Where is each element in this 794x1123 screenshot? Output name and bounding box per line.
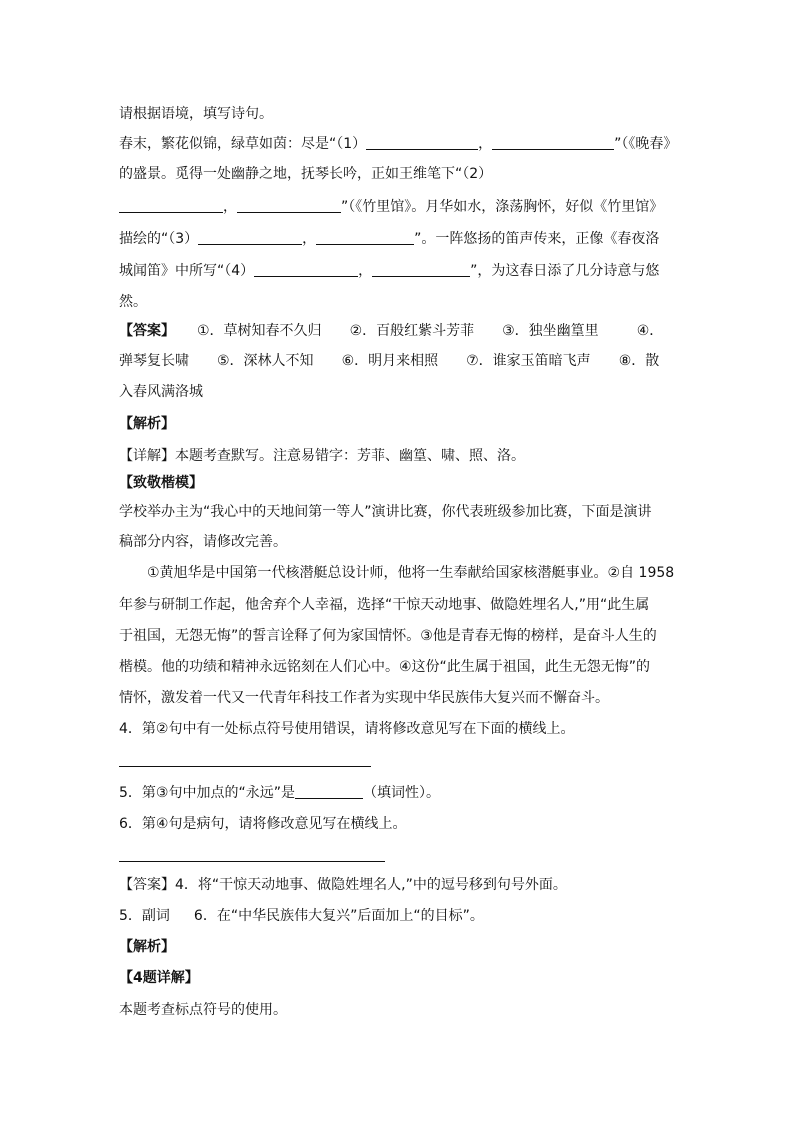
blank-1a[interactable]: [366, 135, 478, 150]
blank-2a[interactable]: [119, 198, 223, 213]
answer-4-num: ④．: [636, 323, 664, 339]
answer-rule-6[interactable]: [119, 861, 385, 862]
blank-3a[interactable]: [198, 230, 302, 245]
comma: ，: [302, 231, 317, 247]
answer-5: ⑤．深林人不知: [217, 353, 314, 369]
answer-4: 弹琴复长啸: [119, 353, 189, 369]
poem-line-4: [119, 229, 679, 249]
question-5-suffix: （填词性）。: [362, 785, 440, 801]
answer-6-text: 6．在“中华民族伟大复兴”后面加上“的目标”。: [193, 908, 484, 924]
text: ”（《竹里馆》。月华如水，涤荡胸怀，好似《竹里馆》: [341, 199, 664, 215]
text: ”（《晚春》: [614, 136, 678, 152]
analysis-label-2: 【解析】: [119, 939, 175, 955]
text: 描绘的“（3）: [119, 231, 199, 247]
poem-line-5: [119, 261, 679, 281]
answer-rule-4[interactable]: [119, 766, 371, 767]
answer-2: ②．百般红紫斗芳菲: [349, 323, 475, 339]
text: 城闻笛》中所写“（4）: [119, 263, 255, 279]
text: ”。一阵悠扬的笛声传来，正像《春夜洛: [414, 231, 660, 247]
analysis-label: 【解析】: [119, 416, 175, 432]
answer-line-3: 入春风满洛城: [119, 384, 203, 400]
answer-6: ⑥．明月来相照: [341, 353, 439, 369]
answer-label: 【答案】: [119, 323, 175, 339]
answer-5-text: 5．副词: [119, 908, 170, 924]
answer-8-num: ⑧．散: [618, 353, 660, 369]
blank-q5[interactable]: [295, 784, 363, 799]
question-5-text: 5．第③句中加点的“永远”是: [119, 785, 295, 801]
text: ”，为这春日添了几分诗意与悠: [470, 263, 660, 279]
passage-line-2: 年参与研制工作起，他舍弃个人幸福，选择“干惊天动地事、做隐姓埋名人,”用“此生属: [119, 597, 650, 613]
blank-4a[interactable]: [254, 262, 358, 277]
passage-line-3: 于祖国，无怨无悔”的誓言诠释了何为家国情怀。③他是青春无悔的榜样，是奋斗人生的: [119, 628, 657, 644]
answer-line-2: [119, 351, 679, 371]
answer-7: ⑦．谁家玉笛暗飞声: [466, 353, 591, 369]
passage-line-1: ①黄旭华是中国第一代核潜艇总设计师，他将一生奉献给国家核潜艇事业。②自 1958: [147, 565, 675, 581]
blank-4b[interactable]: [372, 262, 470, 277]
comma: ，: [478, 136, 493, 152]
detail-line: 【详解】本题考查默写。注意易错字：芳菲、幽篁、啸、照、洛。: [119, 448, 525, 464]
blank-2b[interactable]: [237, 198, 341, 213]
passage-line-5: 情怀，激发着一代又一代青年科技工作者为实现中华民族伟大复兴而不懈奋斗。: [119, 690, 609, 706]
text: 春末，繁花似锦，绿草如茵：尽是“（1）: [119, 136, 367, 152]
question-6: 6．第④句是病句，请将修改意见写在横线上。: [119, 816, 407, 832]
answer-line-s2-1: 【答案】4．将“干惊天动地事、做隐姓埋名人,”中的逗号移到句号外面。: [119, 877, 567, 893]
blank-3b[interactable]: [316, 230, 414, 245]
answer-1: ①．草树知春不久归: [197, 323, 322, 339]
comma: ，: [358, 263, 373, 279]
comma: ，: [223, 199, 237, 215]
q4-detail-text: 本题考查标点符号的使用。: [119, 1002, 287, 1018]
passage-line-4: 楷模。他的功绩和精神永远铭刻在人们心中。④这份“此生属于祖国，此生无怨无悔”的: [119, 659, 651, 675]
answer-line-1: [119, 321, 679, 341]
question-4: 4．第②句中有一处标点符号使用错误，请将修改意见写在下面的横线上。: [119, 721, 575, 737]
poem-line-1: [119, 134, 679, 154]
intro-line-1: 学校举办主为“我心中的天地间第一等人”演讲比赛，你代表班级参加比赛，下面是演讲: [119, 504, 652, 520]
intro-line-2: 稿部分内容，请修改完善。: [119, 534, 287, 550]
blank-1b[interactable]: [492, 135, 614, 150]
answer-3: ③．独坐幽篁里: [502, 323, 599, 339]
poem-line-6: 然。: [119, 294, 147, 310]
answer-line-s2-2: [119, 906, 679, 926]
poem-line-2: 的盛景。觅得一处幽静之地，抚琴长吟，正如王维笔下“（2）: [119, 166, 493, 182]
poem-line-3: [119, 197, 679, 217]
instruction: 请根据语境，填写诗句。: [119, 106, 273, 122]
q4-detail-label: 【4题详解】: [119, 970, 199, 986]
question-5: [119, 783, 679, 803]
section-title: 【致敬楷模】: [119, 475, 203, 491]
